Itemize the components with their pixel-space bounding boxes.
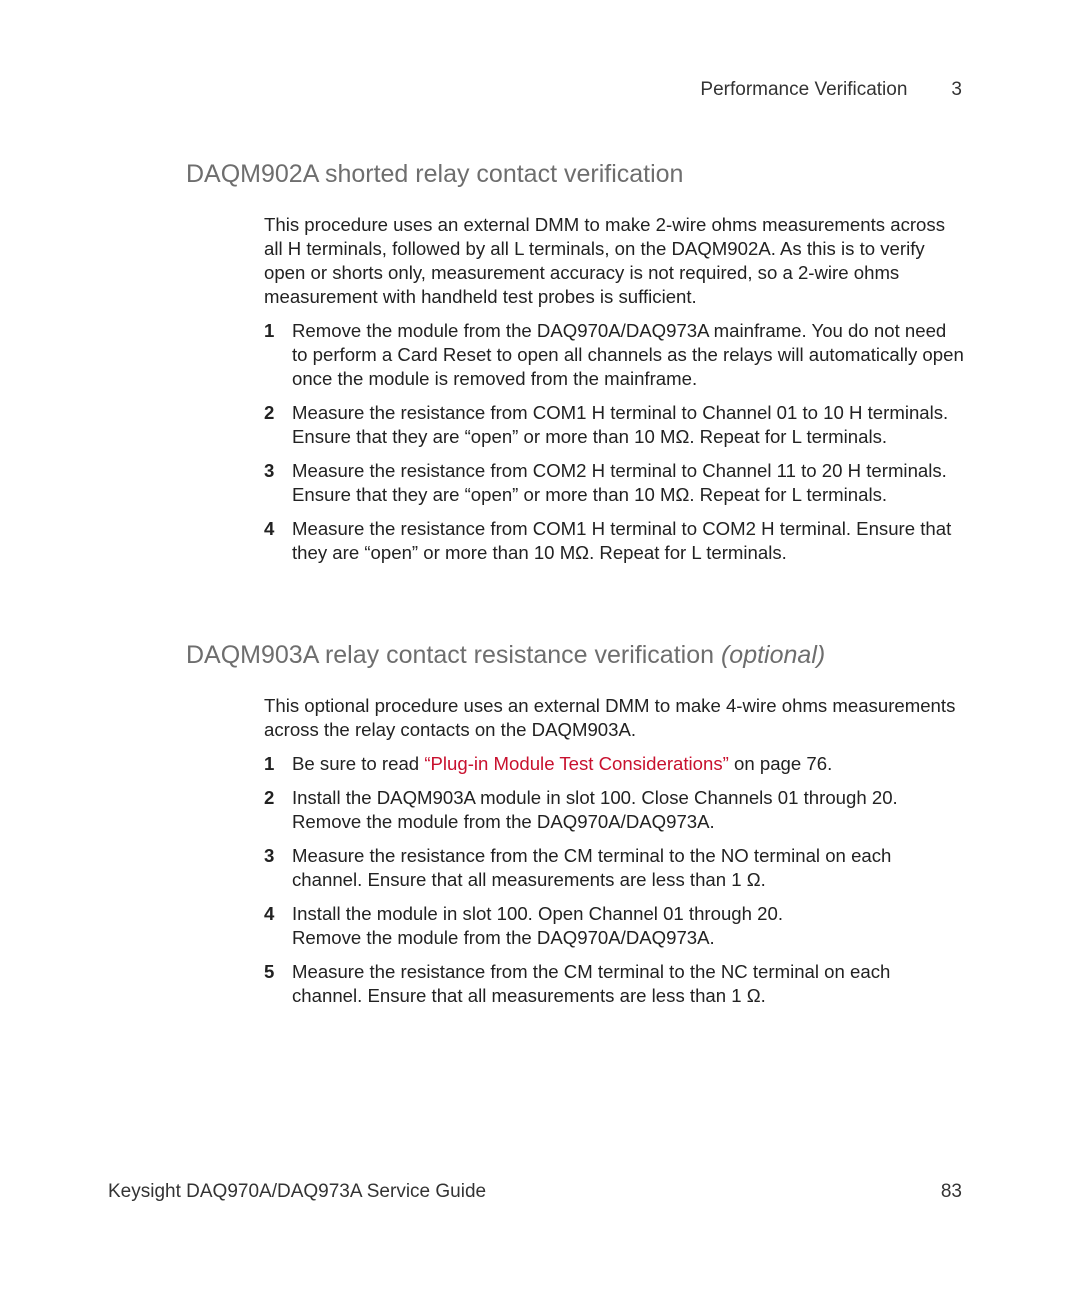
step-text: Measure the resistance from COM2 H terminal to Channel 11 to 20 H terminals. Ensure that they are “open” or more than 10 MΩ. Repeat for L terminals.: [292, 460, 947, 505]
guide-title: Keysight DAQ970A/DAQ973A Service Guide: [108, 1181, 487, 1202]
cross-reference-link[interactable]: “Plug-in Module Test Considerations”: [424, 753, 729, 774]
list-item: [264, 752, 964, 776]
step-number: 2: [264, 402, 275, 423]
step-text: Measure the resistance from the CM terminal to the NC terminal on each channel. Ensure that all measurements are less than 1 Ω.: [292, 961, 891, 1006]
step-number: 2: [264, 787, 275, 808]
page-footer: [108, 1181, 962, 1203]
step-text: Remove the module from the DAQ970A/DAQ973A mainframe. You do not need to perform a Card Reset to open all channels as the relays will automatically open once the module is removed from the mainframe.: [292, 320, 964, 389]
list-item: [264, 844, 964, 892]
list-item: [264, 786, 964, 834]
step-text: Install the DAQM903A module in slot 100. Close Channels 01 through 20. Remove the module from the DAQ970A/DAQ973A.: [292, 787, 898, 832]
step-number: 4: [264, 518, 275, 539]
running-header: [700, 79, 962, 101]
intro-paragraph: This procedure uses an external DMM to make 2-wire ohms measurements across all H terminals, followed by all L terminals, on the DAQM902A. As this is to verify open or shorts only, measurement accuracy is not required, so a 2-wire ohms measurement with handheld test probes is sufficient.: [264, 214, 945, 307]
step-list: [264, 752, 964, 1008]
step-number: 1: [264, 320, 275, 341]
list-item: [264, 960, 964, 1008]
step-text: Measure the resistance from the CM terminal to the NO terminal on each channel. Ensure that all measurements are less than 1 Ω.: [292, 845, 892, 890]
step-text: Be sure to read “Plug-in Module Test Considerations” on page 76.: [292, 753, 833, 774]
list-item: [264, 459, 964, 507]
chapter-number: 3: [951, 79, 962, 100]
step-number: 5: [264, 961, 275, 982]
step-text: Measure the resistance from COM1 H terminal to COM2 H terminal. Ensure that they are “open” or more than 10 MΩ. Repeat for L terminals.: [292, 518, 952, 563]
list-item: [264, 517, 964, 565]
step-number: 4: [264, 903, 275, 924]
step-number: 1: [264, 753, 275, 774]
list-item: [264, 401, 964, 449]
section-body-daqm903a: [264, 694, 964, 1018]
step-number: 3: [264, 845, 275, 866]
list-item: [264, 319, 964, 391]
step-list: [264, 319, 964, 565]
step-text: Measure the resistance from COM1 H terminal to Channel 01 to 10 H terminals. Ensure that they are “open” or more than 10 MΩ. Repeat for L terminals.: [292, 402, 949, 447]
section-title-daqm902a: DAQM902A shorted relay contact verification: [186, 160, 684, 188]
step-text: Install the module in slot 100. Open Channel 01 through 20. Remove the module from the DAQ970A/DAQ973A.: [292, 903, 784, 948]
section-body-daqm902a: [264, 213, 964, 575]
step-number: 3: [264, 460, 275, 481]
chapter-title: Performance Verification: [700, 79, 908, 100]
section-title-daqm903a: DAQM903A relay contact resistance verification (optional): [186, 641, 826, 669]
list-item: [264, 902, 964, 950]
optional-label: (optional): [720, 641, 826, 669]
intro-paragraph: This optional procedure uses an external DMM to make 4-wire ohms measurements across the relay contacts on the DAQM903A.: [264, 695, 956, 740]
page-number: 83: [940, 1181, 962, 1202]
